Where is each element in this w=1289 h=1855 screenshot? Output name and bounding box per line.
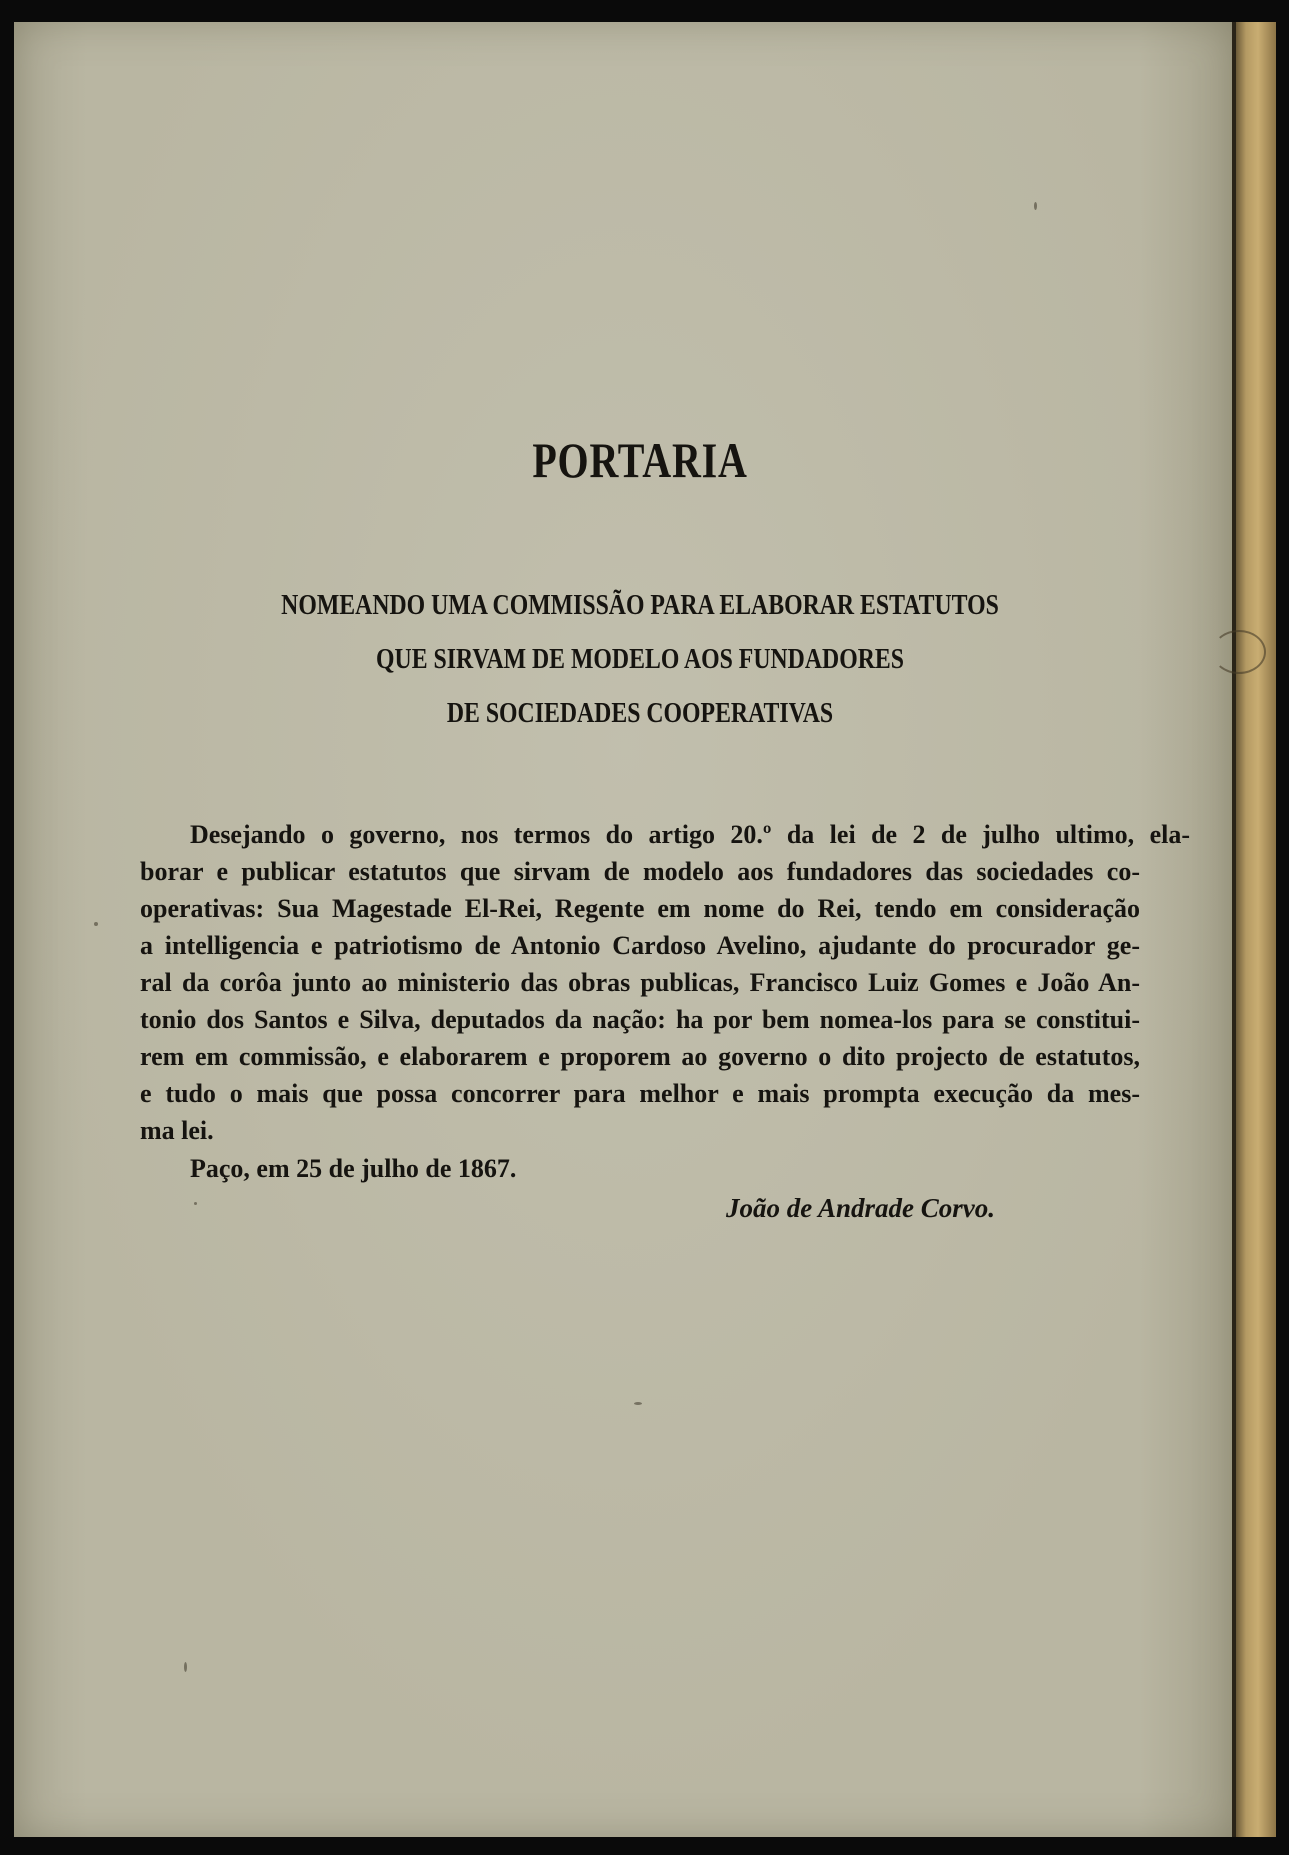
body-line: Desejando o governo, nos termos do artigo 20.º da lei de 2 de julho ultimo, ela- <box>190 820 1190 849</box>
document-subtitle <box>140 578 1140 740</box>
body-line: tonio dos Santos e Silva, deputados da nação: ha por bem nomea-los para se constitui- <box>140 1005 1140 1034</box>
body-line: ma lei. <box>140 1116 214 1145</box>
body-line: rem em commissão, e elaborarem e proporem ao governo o dito projecto de estatutos, <box>140 1042 1140 1071</box>
document-title: PORTARIA <box>532 432 748 488</box>
date-line: Paço, em 25 de julho de 1867. <box>190 1154 517 1183</box>
body-line: e tudo o mais que possa concorrer para melhor e mais prompta execução da mes- <box>140 1079 1140 1108</box>
document-content <box>140 430 1190 1224</box>
book-spine <box>1236 22 1276 1837</box>
subtitle-line: NOMEANDO UMA COMMISSÃO PARA ELABORAR ESTATUTOS <box>281 589 999 621</box>
body-line: a intelligencia e patriotismo de Antonio Cardoso Avelino, ajudante do procurador ge- <box>140 931 1140 960</box>
body-line: ral da corôa junto ao ministerio das obras publicas, Francisco Luiz Gomes e João An- <box>140 968 1140 997</box>
subtitle-line: QUE SIRVAM DE MODELO AOS FUNDADORES <box>376 643 904 675</box>
binding-tab <box>1212 630 1266 674</box>
signature: João de Andrade Corvo. <box>726 1193 995 1223</box>
document-body <box>140 816 1190 1149</box>
subtitle-line: DE SOCIEDADES COOPERATIVAS <box>446 697 834 729</box>
body-line: operativas: Sua Magestade El-Rei, Regente em nome do Rei, tendo em consideração <box>140 894 1140 923</box>
body-line: borar e publicar estatutos que sirvam de modelo aos fundadores das sociedades co- <box>140 857 1140 886</box>
